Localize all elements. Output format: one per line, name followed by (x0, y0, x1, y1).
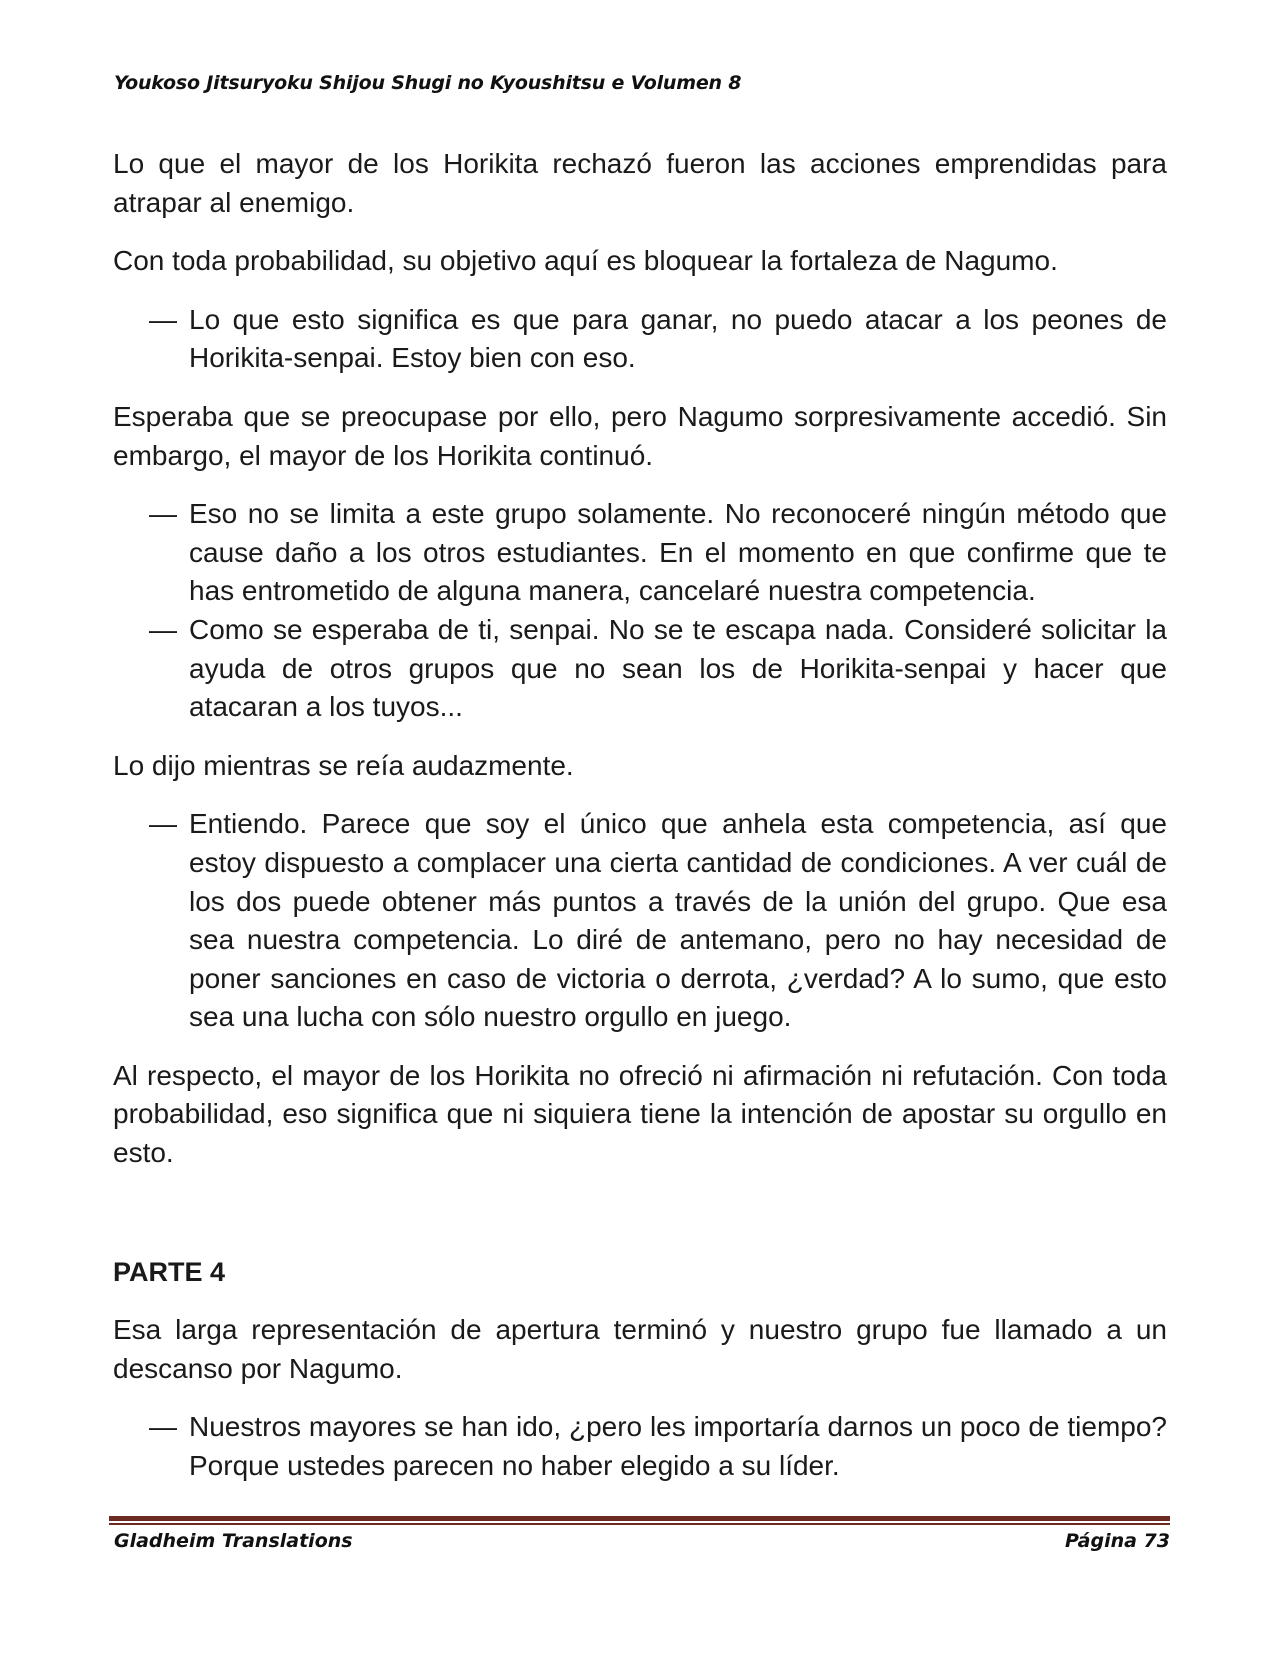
dialogue-line (113, 301, 1167, 378)
section-heading: PARTE 4 (113, 1256, 226, 1287)
dialogue-text: Eso no se limita a este grupo solamente. No reconoceré ningún método que cause daño a los otros estudiantes. En el momento en que confirme que te has entrometido de alguna manera, cancelaré nuestra competencia. (189, 498, 1167, 607)
dialogue-line (113, 611, 1167, 727)
paragraph: Lo dijo mientras se reía audazmente. (113, 749, 574, 781)
footer-translator: Gladheim Translations (114, 1530, 353, 1552)
dialogue-dash: — (149, 498, 177, 530)
dialogue-text: Como se esperaba de ti, senpai. No se te escapa nada. Consideré solicitar la ayuda de otros grupos que no sean los de Horikita-senpai y hacer que atacaran a los tuyos... (189, 613, 1167, 723)
page-body (113, 145, 1167, 1506)
dialogue-block (113, 301, 1167, 378)
dialogue-dash: — (149, 1411, 177, 1443)
paragraph: Lo que el mayor de los Horikita rechazó fueron las acciones emprendidas para atrapar al enemigo. (113, 148, 1167, 218)
dialogue-dash: — (149, 808, 177, 840)
dialogue-text: Entiendo. Parece que soy el único que anhela esta competencia, así que estoy dispuesto a complacer una cierta cantidad de condiciones. A ver cuál de los dos puede obtener más puntos a través de la unión del grupo. Que esa sea nuestra competencia. Lo diré de antemano, pero no hay necesidad de poner sanciones en caso de victoria o derrota, ¿verdad? A lo sumo, que esto sea una lucha con sólo nuestro orgullo en juego. (189, 808, 1167, 1033)
dialogue-block (113, 495, 1167, 727)
dialogue-line (113, 495, 1167, 611)
paragraph: Al respecto, el mayor de los Horikita no ofreció ni afirmación ni refutación. Con toda probabilidad, eso significa que ni siquiera tiene la intención de apostar su orgullo en esto. (113, 1059, 1167, 1169)
dialogue-line (113, 805, 1167, 1037)
dialogue-dash: — (149, 303, 177, 335)
footer-divider (109, 1516, 1170, 1525)
dialogue-block (113, 1408, 1167, 1485)
paragraph: Esa larga representación de apertura terminó y nuestro grupo fue llamado a un descanso por Nagumo. (113, 1314, 1167, 1384)
footer-page-number: Página 73 (1064, 1530, 1170, 1552)
dialogue-block (113, 805, 1167, 1037)
header-title: Youkoso Jitsuryoku Shijou Shugi no Kyoushitsu e Volumen 8 (114, 72, 742, 94)
dialogue-text: Lo que esto significa es que para ganar, no puedo atacar a los peones de Horikita-senpai. Estoy bien con eso. (189, 303, 1167, 374)
dialogue-line (113, 1408, 1167, 1485)
paragraph: Esperaba que se preocupase por ello, pero Nagumo sorpresivamente accedió. Sin embargo, el mayor de los Horikita continuó. (113, 400, 1167, 471)
paragraph: Con toda probabilidad, su objetivo aquí es bloquear la fortaleza de Nagumo. (113, 245, 1058, 277)
dialogue-dash: — (149, 613, 177, 645)
dialogue-text: Nuestros mayores se han ido, ¿pero les importaría darnos un poco de tiempo? Porque ustedes parecen no haber elegido a su líder. (189, 1411, 1167, 1482)
